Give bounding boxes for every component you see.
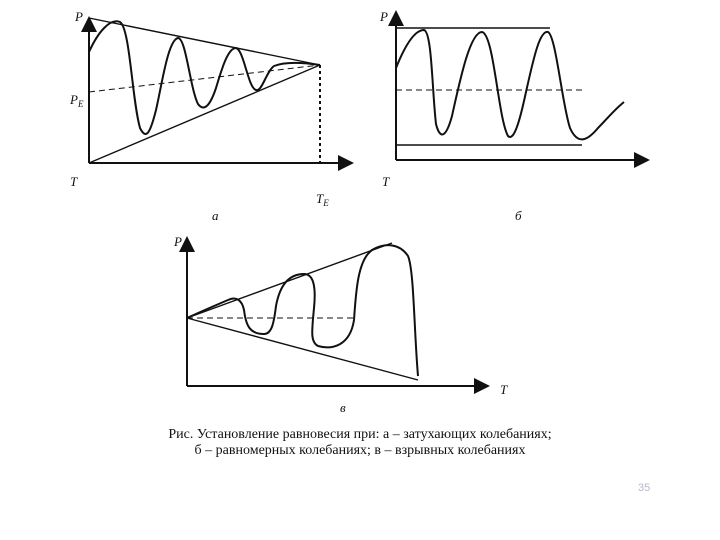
panel-c-x-label: T <box>500 382 508 397</box>
page-number: 35 <box>638 482 651 494</box>
panel-c-explosive-curve <box>187 245 418 376</box>
figure-caption <box>0 427 720 459</box>
panel-c-upper-envelope <box>187 243 392 318</box>
panel-a-letter: а <box>212 208 219 223</box>
panel-a-y-label: P <box>75 9 83 24</box>
panel-a-te-label: $T_E$ <box>316 191 329 208</box>
caption-line-2: б – равномерных колебаниях; в – взрывных колебаниях <box>194 443 526 458</box>
panel-a <box>69 9 352 223</box>
caption-line-1: Рис. Установление равновесия при: а – затухающих колебаниях; <box>168 427 552 442</box>
panel-a-eq-label: $P_E$ <box>70 92 84 109</box>
panel-b-y-label: P <box>380 9 388 24</box>
panel-b-x-label: T <box>382 174 390 189</box>
panel-b-letter: б <box>515 208 522 223</box>
panel-c-y-label: P <box>174 234 182 249</box>
panel-c-letter: в <box>340 400 346 415</box>
panel-b-uniform-curve <box>396 30 624 139</box>
panel-b <box>379 9 648 223</box>
panel-a-lower-envelope <box>89 65 320 163</box>
panel-c <box>173 234 508 415</box>
panel-a-x-label: T <box>70 174 78 189</box>
panel-a-equilibrium-line <box>89 65 320 92</box>
panel-a-upper-envelope <box>89 18 320 65</box>
panel-c-lower-envelope <box>187 318 418 380</box>
panel-a-damped-curve <box>89 21 320 134</box>
